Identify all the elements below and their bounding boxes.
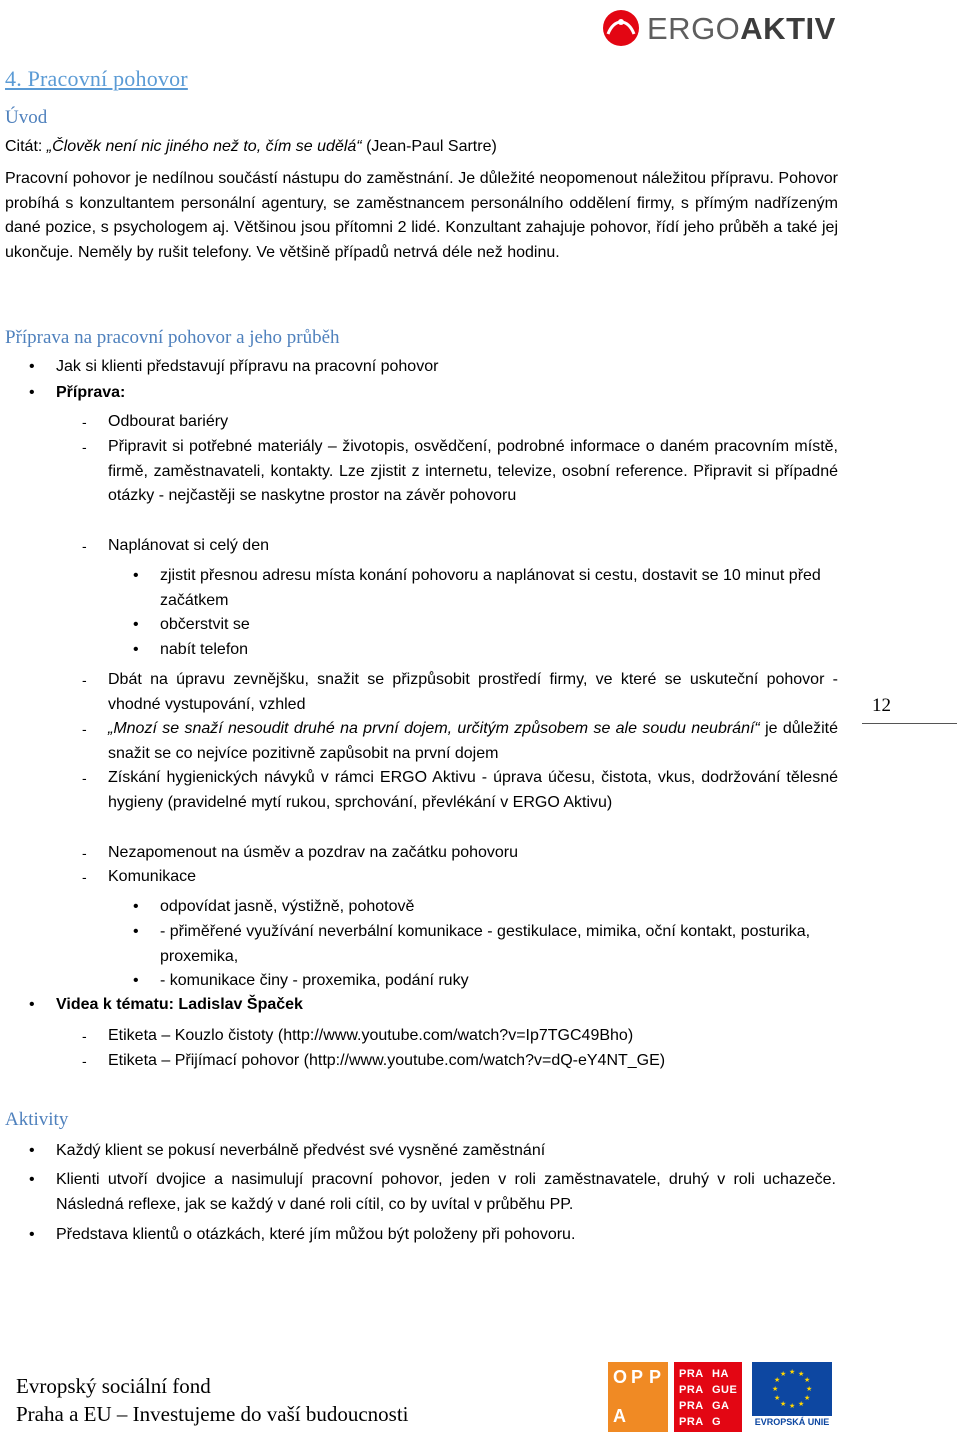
praha-word: PRA [679, 1400, 704, 1412]
section-heading-aktivity: Aktivity [5, 1109, 69, 1130]
quote-prefix: Citát: [5, 138, 47, 155]
logo-wordmark [647, 10, 836, 48]
opp-letter: P [649, 1367, 662, 1387]
eu-stars-icon [752, 1362, 832, 1416]
svg-text:★: ★ [780, 1400, 787, 1408]
list-item: - Dbát na úpravu zevnějšku, snažit se přizpůsobit prostředí firmy, ve které se uskuteční pohovor - vhodné vystupování, vzhled [108, 668, 838, 717]
list-item [56, 381, 836, 406]
svg-text:★: ★ [798, 1370, 805, 1378]
quote-text: „Člověk není nic jiného než to, čím se udělá“ [46, 138, 362, 155]
opp-letter: P [631, 1367, 644, 1387]
list-item: • Klienti utvoří dvojice a nasimulují pracovní pohovor, jeden v roli zaměstnavatele, druhý v roli uchazeče. Následná reflexe, jak se každý v dané roli cítil, co by uvítal v průběhu PP. [56, 1168, 836, 1217]
page-number-rule [862, 723, 957, 724]
logo-text-light: ERGO [647, 11, 741, 46]
uvod-paragraph: Pracovní pohovor je nedílnou součástí nástupu do zaměstnání. Je důležité neopomenout náležitou přípravu. Pohovor probíhá s konzultantem personální agentury, se zaměstnancem personálního oddělení firmy, s přímým nadřízeným dané pozice, s psychologem aj. Většinou jsou přítomni 2 lidé. Konzultant zahajuje pohovor, řídí jeho průběh a také jej ukončuje. Neměly by rušit telefony. Ve většině případů netrvá déle než hodinu. [5, 170, 838, 261]
section-heading-uvod: Úvod [5, 107, 48, 128]
list-item: • Každý klient se pokusí neverbálně předvést své vysněné zaměstnání [56, 1139, 836, 1164]
list-item-italic: „Mnozí se snaží nesoudit druhé na první dojem, určitým způsobem se ale soudu neubrání“ [108, 720, 760, 737]
praha-word: PRA [679, 1416, 704, 1428]
list-item: - Získání hygienických návyků v rámci ERGO Aktivu - úprava účesu, čistota, vkus, dodržování tělesné hygieny (pravidelné mytí rukou, sprchování, převlékání v ERGO Aktivu) [108, 766, 838, 815]
page-title: 4. Pracovní pohovor [5, 66, 188, 91]
svg-text:★: ★ [789, 1368, 796, 1376]
svg-text:★: ★ [798, 1400, 805, 1408]
svg-text:★: ★ [789, 1402, 796, 1410]
list-item: • Představa klientů o otázkách, které jím můžou být položeny při pohovoru. [56, 1223, 836, 1248]
opp-logo [608, 1362, 668, 1432]
eu-flag [752, 1362, 832, 1416]
list-item [56, 993, 836, 1018]
list-item: • Jak si klienti představují přípravu na pracovní pohovor [56, 355, 836, 380]
list-item [108, 717, 838, 766]
list-item: • - přiměřené využívání neverbální komunikace - gestikulace, mimika, oční kontakt, posturika, proxemika, [160, 920, 840, 969]
list-item: • nabít telefon [160, 638, 840, 663]
praha-word: HA [712, 1368, 729, 1380]
list-item: - Odbourat bariéry [108, 410, 838, 435]
svg-text:★: ★ [774, 1376, 781, 1384]
list-item-text: je důležité snažit se co nejvíce pozitivně zapůsobit na první dojem [108, 720, 838, 762]
list-item: • občerstvit se [160, 613, 840, 638]
quote-line [5, 135, 935, 160]
video-link[interactable]: - Etiketa – Kouzlo čistoty (http://www.youtube.com/watch?v=Ip7TGC49Bho) [108, 1024, 868, 1049]
praha-word: PRA [679, 1384, 704, 1396]
svg-text:★: ★ [774, 1394, 781, 1402]
video-link[interactable]: - Etiketa – Přijímací pohovor (http://www.youtube.com/watch?v=dQ-eY4NT_GE) [108, 1049, 868, 1074]
list-item: • - komunikace činy - proxemika, podání ruky [160, 969, 840, 994]
svg-text:★: ★ [780, 1370, 787, 1378]
ergoaktiv-logo [600, 8, 835, 48]
footer-line-1: Evropský sociální fond [16, 1374, 211, 1398]
eu-logo [752, 1362, 832, 1432]
footer-line-2: Praha a EU – Investujeme do vaší budoucnosti [16, 1402, 409, 1426]
opp-letter: O [613, 1367, 628, 1387]
list-item: - Nezapomenout na úsměv a pozdrav na začátku pohovoru [108, 841, 838, 866]
list-item: - Naplánovat si celý den [108, 534, 838, 559]
svg-text:★: ★ [804, 1394, 811, 1402]
list-item: - Komunikace [108, 865, 838, 890]
eu-label: EVROPSKÁ UNIE [754, 1417, 830, 1427]
svg-text:★: ★ [772, 1385, 779, 1393]
svg-text:★: ★ [804, 1376, 811, 1384]
list-item-bold: Videa k tématu: Ladislav Špaček [56, 996, 303, 1013]
praha-logo [674, 1362, 742, 1432]
list-item: • zjistit přesnou adresu místa konání pohovoru a naplánovat si cestu, dostavit se 10 minut před začátkem [160, 564, 840, 613]
section-heading-priprava: Příprava na pracovní pohovor a jeho průběh [5, 327, 340, 348]
praha-word: GUE [712, 1384, 738, 1396]
praha-word: GA [712, 1400, 730, 1412]
quote-author: (Jean-Paul Sartre) [361, 138, 497, 155]
svg-text:★: ★ [806, 1385, 813, 1393]
page-number: 12 [872, 695, 891, 716]
list-item-bold: Příprava: [56, 384, 126, 401]
ergoaktiv-logo-icon [600, 8, 642, 48]
praha-word: G [712, 1416, 722, 1428]
list-item: - Připravit si potřebné materiály – životopis, osvědčení, podrobné informace o daném pracovním místě, firmě, zaměstnavateli, kontakty. Lze zjistit z internetu, televize, osobní reference. Připravit si případné otázky - nejčastěji se naskytne prostor na závěr pohovoru [108, 435, 838, 509]
opp-letter: A [613, 1406, 626, 1426]
praha-word: PRA [679, 1368, 704, 1380]
list-item: • odpovídat jasně, výstižně, pohotově [160, 895, 840, 920]
logo-text-bold: AKTIV [740, 11, 836, 46]
